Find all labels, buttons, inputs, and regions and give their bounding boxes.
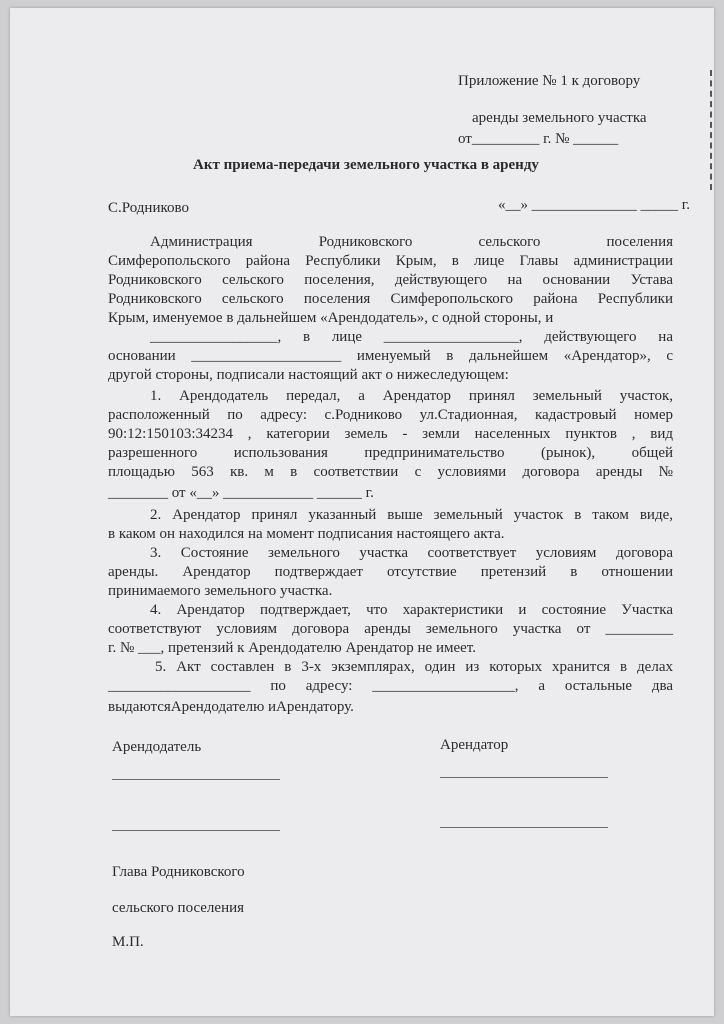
item-2-line: 2. Арендатор принял указанный выше земельный участок в таком виде, [150, 507, 673, 523]
item-1-line: площадью 563 кв. м в соответствии с условиями договора аренды № [108, 464, 673, 480]
intro-line: основании ____________________ именуемый в дальнейшем «Арендатор», с [108, 348, 673, 364]
item-1-line: расположенный по адресу: с.Родниково ул.Стадионная, кадастровый номер [108, 407, 673, 423]
item-3-line: принимаемого земельного участка. [108, 583, 333, 599]
place-name: С.Родниково [108, 200, 189, 216]
item-1-line: ________ от «__» ____________ ______ г. [108, 485, 374, 501]
lease-line: аренды земельного участка [472, 110, 647, 126]
item-1-line: разрешенного использования предпринимательство (рынок), общей [108, 445, 673, 461]
lessee-label: Арендатор [440, 737, 509, 753]
item-2-line: в каком он находился на момент подписания настоящего акта. [108, 526, 505, 542]
item-4-line: г. № ___, претензий к Арендодателю Арендатор не имеет. [108, 640, 476, 656]
item-3-line: аренды. Арендатор подтверждает отсутствие претензий в отношении [108, 564, 673, 580]
intro-line: Родниковского сельского поселения, действующего на основании Устава [108, 272, 673, 288]
intro-line: Симферопольского района Республики Крым, в лице Главы администрации [108, 253, 673, 269]
scan-edge-mark [710, 70, 716, 190]
date-number-line: от_________ г. № ______ [458, 131, 619, 147]
head-title: Глава Родниковского [112, 864, 245, 880]
lessor-label: Арендодатель [112, 739, 202, 755]
item-3-line: 3. Состояние земельного участка соответствует условиям договора [150, 545, 673, 561]
settlement-title: сельского поселения [112, 900, 245, 916]
item-4-line: соответствуют условиям договора аренды земельного участка от _________ [108, 621, 673, 637]
lessor-signature-line-2 [112, 830, 280, 831]
intro-line: _________________, в лице __________________, действующего на [150, 329, 673, 345]
intro-line: другой стороны, подписали настоящий акт о нижеследующем: [108, 367, 509, 383]
item-4-line: 4. Арендатор подтверждает, что характеристики и состояние Участка [150, 602, 673, 618]
appendix-line: Приложение № 1 к договору [458, 73, 641, 89]
document-title: Акт приема-передачи земельного участка в аренду [193, 157, 539, 173]
item-1-line: 90:12:150103:34234 , категории земель - земли населенных пунктов , вид [108, 426, 673, 442]
item-1-line: 1. Арендодатель передал, а Арендатор принял земельный участок, [150, 388, 673, 404]
intro-line: Родниковского сельского поселения Симферопольского района Республики [108, 291, 673, 307]
intro-line: Администрация Родниковского сельского поселения [150, 234, 673, 250]
lessee-signature-line-1 [440, 777, 608, 778]
document-date: «__» ______________ _____ г. [498, 197, 690, 213]
intro-line: Крым, именуемое в дальнейшем «Арендодатель», с одной стороны, и [108, 310, 554, 326]
lessee-signature-line-2 [440, 827, 608, 828]
item-5-line: 5. Акт составлен в 3-х экземплярах, один из которых хранится в делах [155, 659, 673, 675]
lessor-signature-line-1 [112, 779, 280, 780]
stamp-place: М.П. [112, 934, 144, 950]
item-5-line: ___________________ по адресу: ___________________, а остальные два [108, 678, 673, 694]
item-5-line: выдаютсяАрендодателю иАрендатору. [108, 699, 354, 715]
